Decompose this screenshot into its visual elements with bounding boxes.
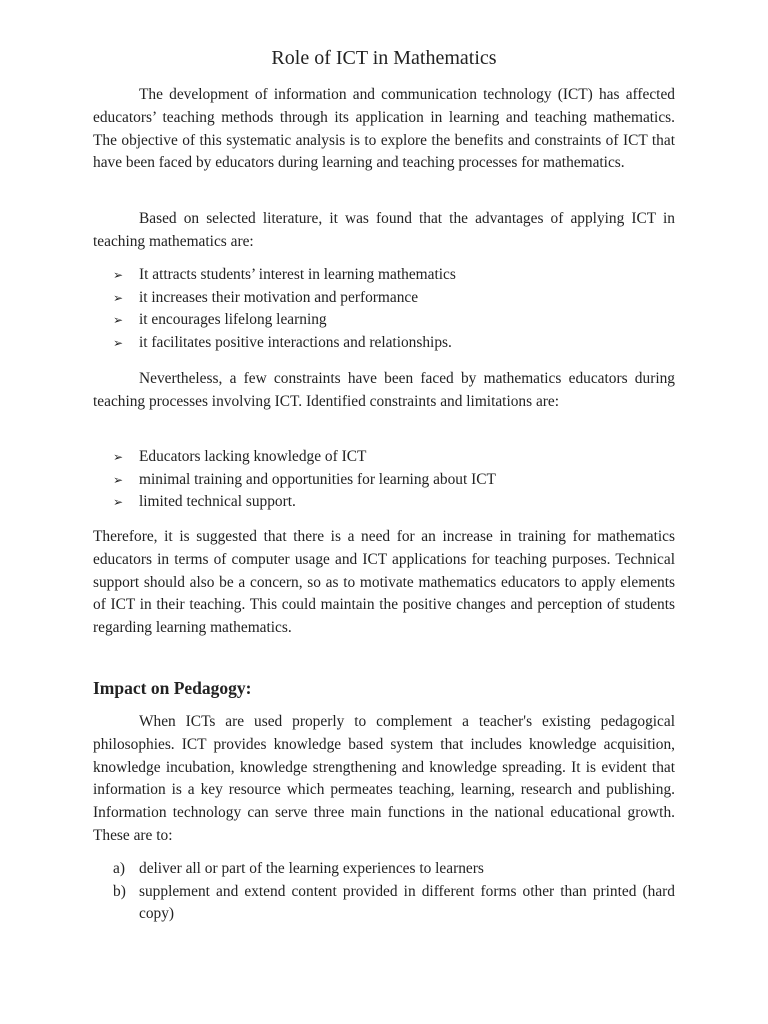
list-item bbox=[113, 858, 675, 881]
list-item-text: deliver all or part of the learning experiences to learners bbox=[139, 860, 484, 877]
list-item bbox=[113, 446, 675, 469]
list-marker: b) bbox=[113, 882, 126, 900]
list-marker: a) bbox=[113, 860, 125, 877]
constraints-intro-paragraph: Nevertheless, a few constraints have been faced by mathematics educators during teaching processes involving ICT. Identified constraints and limitations are: bbox=[93, 370, 675, 410]
list-item-text: Educators lacking knowledge of ICT bbox=[139, 448, 367, 465]
arrow-bullet-icon: ➢ bbox=[113, 335, 124, 350]
list-item bbox=[113, 332, 675, 355]
functions-list bbox=[113, 858, 675, 926]
list-item bbox=[113, 264, 675, 287]
list-item bbox=[113, 881, 675, 926]
list-item-text: it encourages lifelong learning bbox=[139, 311, 327, 329]
page-title: Role of ICT in Mathematics bbox=[271, 47, 497, 69]
list-item bbox=[113, 309, 675, 332]
list-item-text: it increases their motivation and performance bbox=[139, 288, 419, 306]
list-item-text: It attracts students’ interest in learning mathematics bbox=[139, 266, 456, 283]
list-item bbox=[113, 287, 675, 310]
list-item bbox=[113, 469, 675, 492]
arrow-bullet-icon: ➢ bbox=[113, 472, 124, 487]
conclusion-paragraph: Therefore, it is suggested that there is a need for an increase in training for mathematics educators in terms of computer usage and ICT applications for teaching purposes. Technical support should also be a concern, so as to motivate mathematics educators to apply elements of ICT in their teaching. This could maintain the positive changes and perception of students regarding learning mathematics. bbox=[93, 528, 675, 637]
arrow-bullet-icon: ➢ bbox=[113, 268, 124, 282]
list-item-text: it facilitates positive interactions and relationships. bbox=[139, 333, 452, 351]
list-item-text: limited technical support. bbox=[139, 493, 296, 511]
advantages-list bbox=[113, 264, 675, 354]
arrow-bullet-icon: ➢ bbox=[113, 313, 124, 328]
arrow-bullet-icon: ➢ bbox=[113, 290, 124, 305]
list-item-text: supplement and extend content provided in different forms other than printed (hard copy) bbox=[139, 882, 675, 923]
advantages-intro-paragraph: Based on selected literature, it was found that the advantages of applying ICT in teaching mathematics are: bbox=[93, 210, 675, 250]
pedagogy-paragraph: When ICTs are used properly to complement a teacher's existing pedagogical philosophies. ICT provides knowledge based system that includes knowledge acquisition, knowledge incubation, knowledge strengthening and knowledge spreading. It is evident that information is a key resource which permeates teaching, learning, research and publishing. Information technology can serve three main functions in the national educational growth. These are to: bbox=[93, 713, 675, 844]
arrow-bullet-icon: ➢ bbox=[113, 450, 124, 464]
arrow-bullet-icon: ➢ bbox=[113, 495, 124, 510]
list-item bbox=[113, 491, 675, 514]
constraints-list bbox=[113, 446, 675, 514]
list-item-text: minimal training and opportunities for learning about ICT bbox=[139, 470, 496, 488]
intro-paragraph: The development of information and communication technology (ICT) has affected educators’ teaching methods through its application in learning and teaching mathematics. The objective of this systematic analysis is to explore the benefits and constraints of ICT that have been faced by educators during learning and teaching processes for mathematics. bbox=[93, 86, 675, 172]
pedagogy-heading: Impact on Pedagogy: bbox=[93, 678, 252, 698]
